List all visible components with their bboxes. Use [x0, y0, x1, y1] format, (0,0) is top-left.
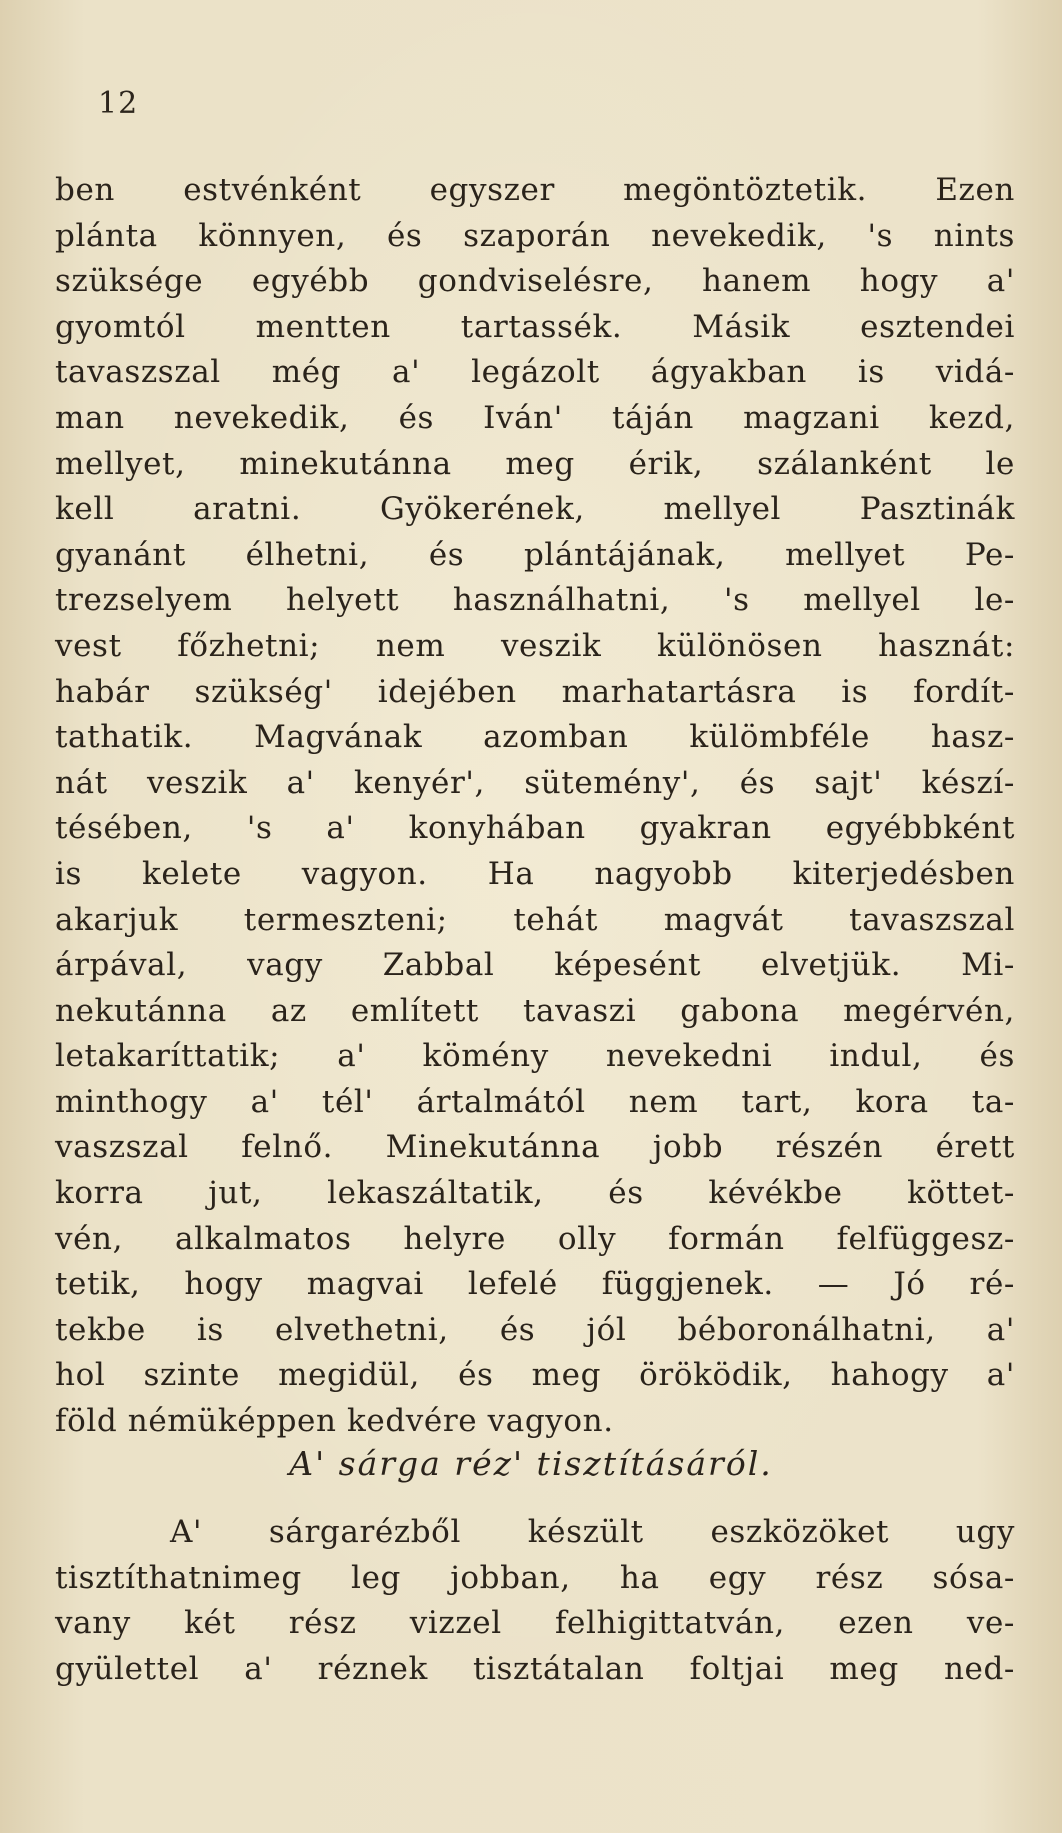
text-line: mellyet, minekutánna meg érik, szálanként le	[55, 445, 1015, 482]
text-line: vany két rész vizzel felhigittatván, ezen ve-	[55, 1605, 1015, 1642]
text-line: nekutánna az említett tavaszi gabona megérvén,	[55, 992, 1015, 1029]
text-line: tekbe is elvethetni, és jól béboronálhatni, a'	[55, 1311, 1015, 1348]
text-line: föld némüképpen kedvére vagyon.	[55, 1403, 614, 1440]
text-line: gyomtól mentten tartassék. Másik esztendei	[55, 308, 1015, 345]
text-line: letakaríttatik; a' kömény nevekedni indul, és	[55, 1038, 1015, 1075]
text-line: ben estvénként egyszer megöntöztetik. Ezen	[55, 172, 1015, 208]
text-line: man nevekedik, és Iván' táján magzani kezd,	[55, 399, 1015, 436]
text-line: szüksége egyébb gondviselésre, hanem hogy a'	[55, 263, 1015, 300]
section-paragraph	[55, 1510, 1015, 1692]
section-heading: A' sárga réz' tisztításáról.	[289, 1444, 773, 1483]
text-line: hol szinte megidül, és meg öröködik, hahogy a'	[55, 1357, 1015, 1394]
text-line: korra jut, lekaszáltatik, és kévékbe köttet-	[55, 1175, 1015, 1212]
text-line: trezselyem helyett használhatni, 's mellyel le-	[55, 582, 1015, 619]
main-paragraph	[55, 168, 1015, 1445]
page-number: 12	[98, 86, 139, 121]
text-line: habár szükség' idejében marhatartásra is fordít-	[55, 673, 1015, 710]
text-line: tetik, hogy magvai lefelé függjenek. — Jó ré-	[55, 1266, 1015, 1303]
text-line: vaszszal felnő. Minekutánna jobb részén érett	[55, 1129, 1015, 1166]
text-line: nát veszik a' kenyér', sütemény', és sajt' készí-	[55, 764, 1015, 801]
text-line: tésében, 's a' konyhában gyakran egyébbként	[55, 810, 1015, 847]
text-line: is kelete vagyon. Ha nagyobb kiterjedésben	[55, 855, 1015, 892]
text-line: kell aratni. Gyökerének, mellyel Pasztinák	[55, 491, 1015, 528]
text-line: tathatik. Magvának azomban külömbféle hasz-	[55, 719, 1015, 756]
text-line: vén, alkalmatos helyre olly formán felfüggesz-	[55, 1220, 1015, 1257]
text-line: tavaszszal még a' legázolt ágyakban is vidá-	[55, 354, 1015, 391]
text-line: plánta könnyen, és szaporán nevekedik, 's nints	[55, 217, 1015, 254]
text-line: gyanánt élhetni, és plántájának, mellyet Pe-	[55, 536, 1015, 573]
text-line: akarjuk termeszteni; tehát magvát tavaszszal	[55, 901, 1015, 938]
text-line: gyülettel a' réznek tisztátalan foltjai meg ned-	[55, 1650, 1015, 1687]
text-line: árpával, vagy Zabbal képesént elvetjük. Mi-	[55, 947, 1015, 984]
text-line: A' sárgarézből készült eszközöket ugy	[170, 1514, 1015, 1550]
text-line: tisztíthatnimeg leg jobban, ha egy rész sósa-	[55, 1559, 1015, 1596]
text-line: vest főzhetni; nem veszik különösen hasznát:	[55, 627, 1015, 664]
text-line: minthogy a' tél' ártalmától nem tart, kora ta-	[55, 1083, 1015, 1120]
